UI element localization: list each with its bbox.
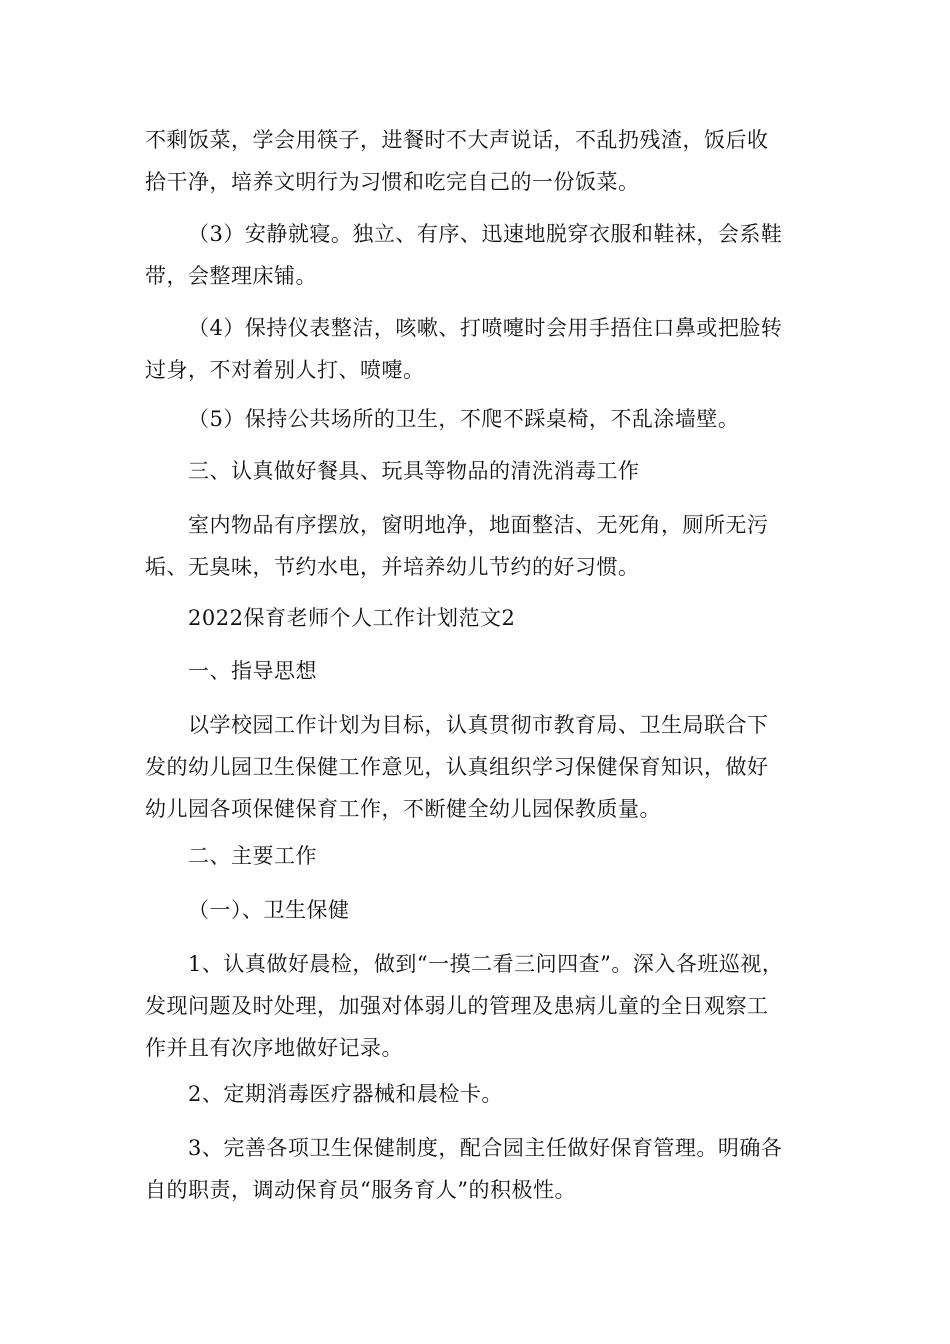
- text-line: 带，会整理床铺。: [145, 264, 317, 288]
- text-line: （5）保持公共场所的卫生，不爬不踩桌椅，不乱涂墙壁。: [188, 407, 740, 431]
- text-line: 发现问题及时处理，加强对体弱儿的管理及患病儿童的全日观察工: [145, 994, 769, 1018]
- paragraph-morning-check: [145, 943, 815, 1069]
- text-line: 作并且有次序地做好记录。: [145, 1036, 403, 1060]
- section-heading-disinfection: [145, 450, 815, 492]
- section-heading-guiding-idea: [145, 650, 815, 692]
- subsection-heading-health-care: [145, 889, 815, 931]
- text-line: 2022保育老师个人工作计划范文2: [188, 606, 516, 630]
- text-line: （一）、卫生保健: [188, 898, 350, 922]
- section-heading-main-work: [145, 835, 815, 877]
- document-subtitle: [145, 597, 815, 639]
- paragraph-guiding-idea: [145, 704, 815, 830]
- text-line: 三、认真做好餐具、玩具等物品的清洗消毒工作: [188, 459, 640, 483]
- text-line: （3）安静就寝。独立、有序、迅速地脱穿衣服和鞋袜，会系鞋: [188, 222, 783, 246]
- paragraph-item-3: [145, 213, 815, 297]
- text-line: 2、定期消毒医疗器械和晨检卡。: [188, 1082, 503, 1106]
- paragraph-item-4: [145, 307, 815, 391]
- text-line: 过身，不对着别人打、喷嚏。: [145, 358, 425, 382]
- text-line: 拾干净，培养文明行为习惯和吃完自己的一份饭菜。: [145, 170, 640, 194]
- text-line: 一、指导思想: [188, 659, 317, 683]
- text-line: 垢、无臭味，节约水电，并培养幼儿节约的好习惯。: [145, 555, 640, 579]
- text-line: 幼儿园各项保健保育工作，不断健全幼儿园保教质量。: [145, 797, 661, 821]
- paragraph-room-order: [145, 504, 815, 588]
- text-line: 室内物品有序摆放，窗明地净，地面整洁、无死角，厕所无污: [188, 513, 769, 537]
- text-line: 发的幼儿园卫生保健工作意见，认真组织学习保健保育知识，做好: [145, 755, 769, 779]
- paragraph-health-system: [145, 1127, 815, 1211]
- paragraph-meal-habits: [145, 119, 815, 203]
- text-line: 3、完善各项卫生保健制度，配合园主任做好保育管理。明确各: [188, 1136, 783, 1160]
- text-line: 二、主要工作: [188, 844, 317, 868]
- text-line: 自的职责，调动保育员“服务育人”的积极性。: [145, 1178, 576, 1202]
- text-line: （4）保持仪表整洁，咳嗽、打喷嚏时会用手捂住口鼻或把脸转: [188, 316, 783, 340]
- paragraph-disinfect-tools: [145, 1073, 815, 1115]
- text-line: 不剩饭菜，学会用筷子，进餐时不大声说话，不乱扔残渣，饭后收: [145, 128, 769, 152]
- text-line: 1、认真做好晨检，做到“一摸二看三问四查”。深入各班巡视，: [188, 952, 784, 976]
- text-line: 以学校园工作计划为目标，认真贯彻市教育局、卫生局联合下: [188, 713, 769, 737]
- paragraph-item-5: [145, 398, 815, 440]
